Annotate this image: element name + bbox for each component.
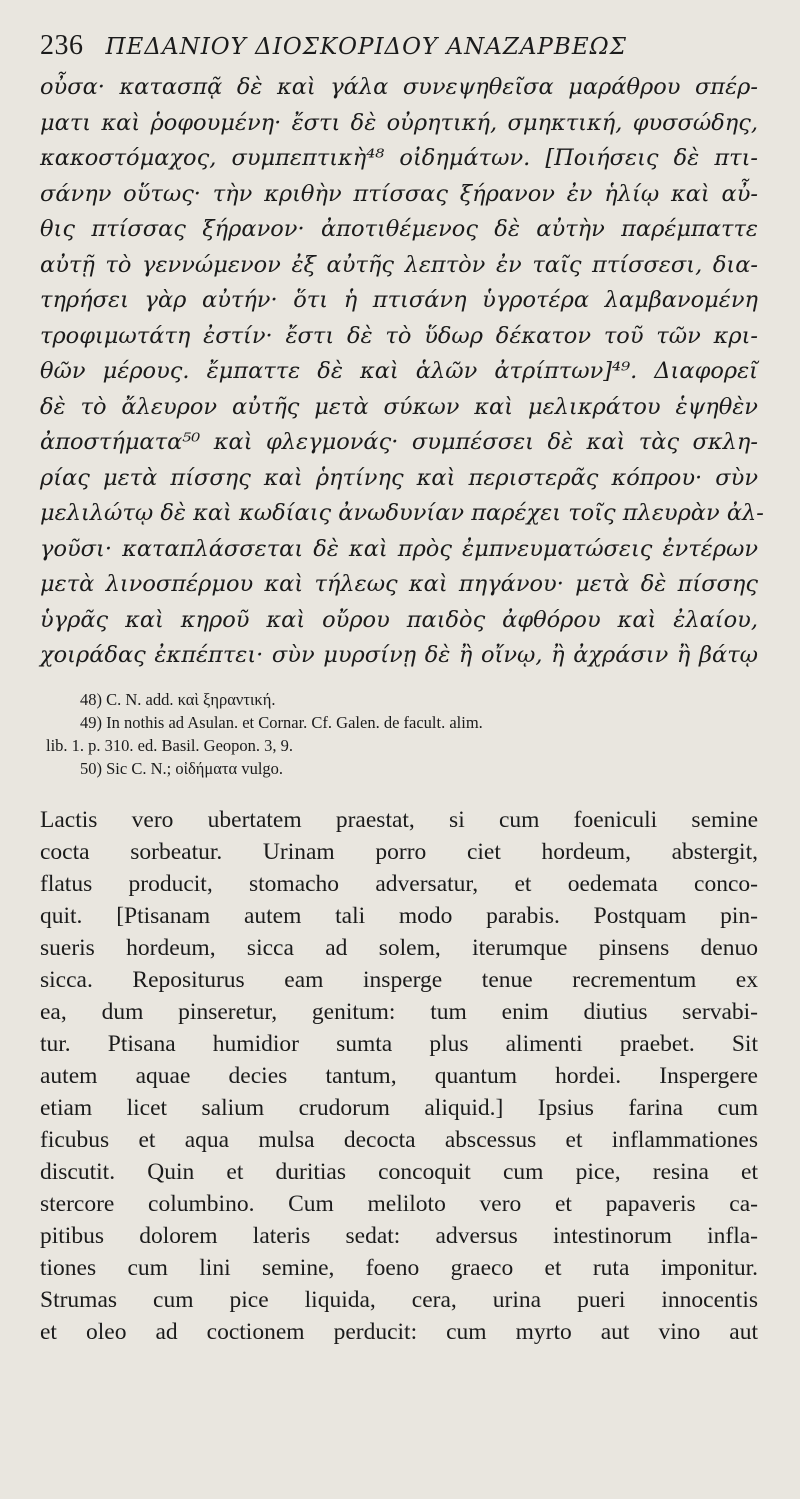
greek-text	[40, 70, 764, 674]
greek-line: ματι καὶ ῥοφουμένη· ἔστι δὲ οὐρητική, σμηκτική, φυσσώδης,	[40, 109, 758, 136]
greek-line: χοιράδας ἐκπέπτει· σὺν μυρσίνῃ δὲ ἢ οἴνῳ, ἢ ἀχράσιν ἢ βάτῳ	[40, 642, 758, 668]
latin-line: Strumas cum pice liquida, cera, urina pueri innocentis	[40, 1286, 758, 1313]
latin-line: quit. [Ptisanam autem tali modo parabis. Postquam pin-	[40, 902, 758, 929]
latin-line: flatus producit, stomacho adversatur, et oedemata conco-	[40, 870, 758, 897]
latin-line: ficubus et aqua mulsa decocta abscessus et inflammationes	[40, 1126, 758, 1153]
footnote: 50) Sic C. N.; οἰδήματα vulgo.	[80, 758, 284, 778]
greek-line: κακοστόμαχος, συμπεπτικὴ⁴⁸ οἰδημάτων. [Ποιήσεις δὲ πτι-	[40, 145, 758, 171]
footnote: 48) C. N. add. καὶ ξηραντική.	[80, 689, 276, 709]
greek-line: γοῦσι· καταπλάσσεται δὲ καὶ πρὸς ἐμπνευματώσεις ἐντέρων	[40, 535, 758, 562]
footnotes	[40, 688, 758, 780]
latin-line: stercore columbino. Cum meliloto vero et papaveris ca-	[40, 1190, 758, 1217]
latin-line: cocta sorbeatur. Urinam porro ciet hordeum, abstergit,	[40, 838, 758, 865]
latin-line: tiones cum lini semine, foeno graeco et ruta imponitur.	[40, 1254, 758, 1281]
greek-line: ρίας μετὰ πίσσης καὶ ῥητίνης καὶ περιστερᾶς κόπρου· σὺν	[40, 464, 758, 491]
greek-line: δὲ τὸ ἄλευρον αὐτῆς μετὰ σύκων καὶ μελικράτου ἑψηθὲν	[40, 393, 758, 420]
greek-line: θῶν μέρους. ἔμπαττε δὲ καὶ ἁλῶν ἀτρίπτων]⁴⁹. Διαφορεῖ	[40, 358, 758, 384]
latin-text	[40, 804, 758, 1348]
running-title: ΠΕΔΑΝΙΟΥ ΔΙΟΣΚΟΡΙΔΟΥ ΑΝΑΖΑΡΒΕΩΣ	[105, 34, 627, 60]
greek-line: οὖσα· κατασπᾷ δὲ καὶ γάλα συνεψηθεῖσα μαράθρου σπέρ-	[40, 74, 758, 100]
footnote-continuation: lib. 1. p. 310. ed. Basil. Geopon. 3, 9.	[46, 735, 294, 755]
latin-line: autem aquae decies tantum, quantum hordei. Inspergere	[40, 1062, 758, 1089]
latin-line: et oleo ad coctionem perducit: cum myrto aut vino aut	[40, 1318, 758, 1345]
greek-line: μελιλώτῳ δὲ καὶ κωδίαις ἀνωδυνίαν παρέχει τοῖς πλευρὰν ἀλ-	[40, 500, 764, 526]
latin-line: discutit. Quin et duritias concoquit cum pice, resina et	[40, 1158, 758, 1185]
latin-line: tur. Ptisana humidior sumta plus alimenti praebet. Sit	[40, 1030, 758, 1057]
greek-line: τροφιμωτάτη ἐστίν· ἔστι δὲ τὸ ὕδωρ δέκατον τοῦ τῶν κρι-	[40, 322, 758, 349]
latin-line: ea, dum pinseretur, genitum: tum enim diutius servabi-	[40, 998, 758, 1025]
greek-line: ὑγρᾶς καὶ κηροῦ καὶ οὔρου παιδὸς ἀφθόρου καὶ ἐλαίου,	[40, 606, 758, 633]
greek-line: αὐτῇ τὸ γεννώμενον ἐξ αὐτῆς λεπτὸν ἐν ταῖς πτίσσεσι, δια-	[40, 251, 758, 278]
running-head	[40, 30, 758, 62]
latin-line: sicca. Repositurus eam insperge tenue recrementum ex	[40, 966, 758, 993]
greek-line: θις πτίσσας ξήρανον· ἀποτιθέμενος δὲ αὐτὴν παρέμπαττε	[40, 216, 758, 242]
greek-line: ἀποστήματα⁵⁰ καὶ φλεγμονάς· συμπέσσει δὲ καὶ τὰς σκλη-	[40, 429, 758, 455]
latin-line: Lactis vero ubertatem praestat, si cum foeniculi semine	[40, 806, 758, 833]
latin-line: pitibus dolorem lateris sedat: adversus intestinorum infla-	[40, 1222, 758, 1249]
footnote: 49) In nothis ad Asulan. et Cornar. Cf. Galen. de facult. alim.	[80, 712, 483, 732]
greek-line: τηρήσει γὰρ αὐτήν· ὅτι ἡ πτισάνη ὑγροτέρα λαμβανομένη	[40, 287, 758, 313]
greek-line: μετὰ λινοσπέρμου καὶ τήλεως καὶ πηγάνου· μετὰ δὲ πίσσης	[40, 571, 758, 597]
page-number: 236	[40, 30, 84, 61]
latin-line: etiam licet salium crudorum aliquid.] Ipsius farina cum	[40, 1094, 758, 1121]
greek-line: σάνην οὕτως· τὴν κριθὴν πτίσσας ξήρανον ἐν ἡλίῳ καὶ αὖ-	[40, 180, 758, 207]
latin-line: sueris hordeum, sicca ad solem, iterumque pinsens denuo	[40, 934, 758, 961]
